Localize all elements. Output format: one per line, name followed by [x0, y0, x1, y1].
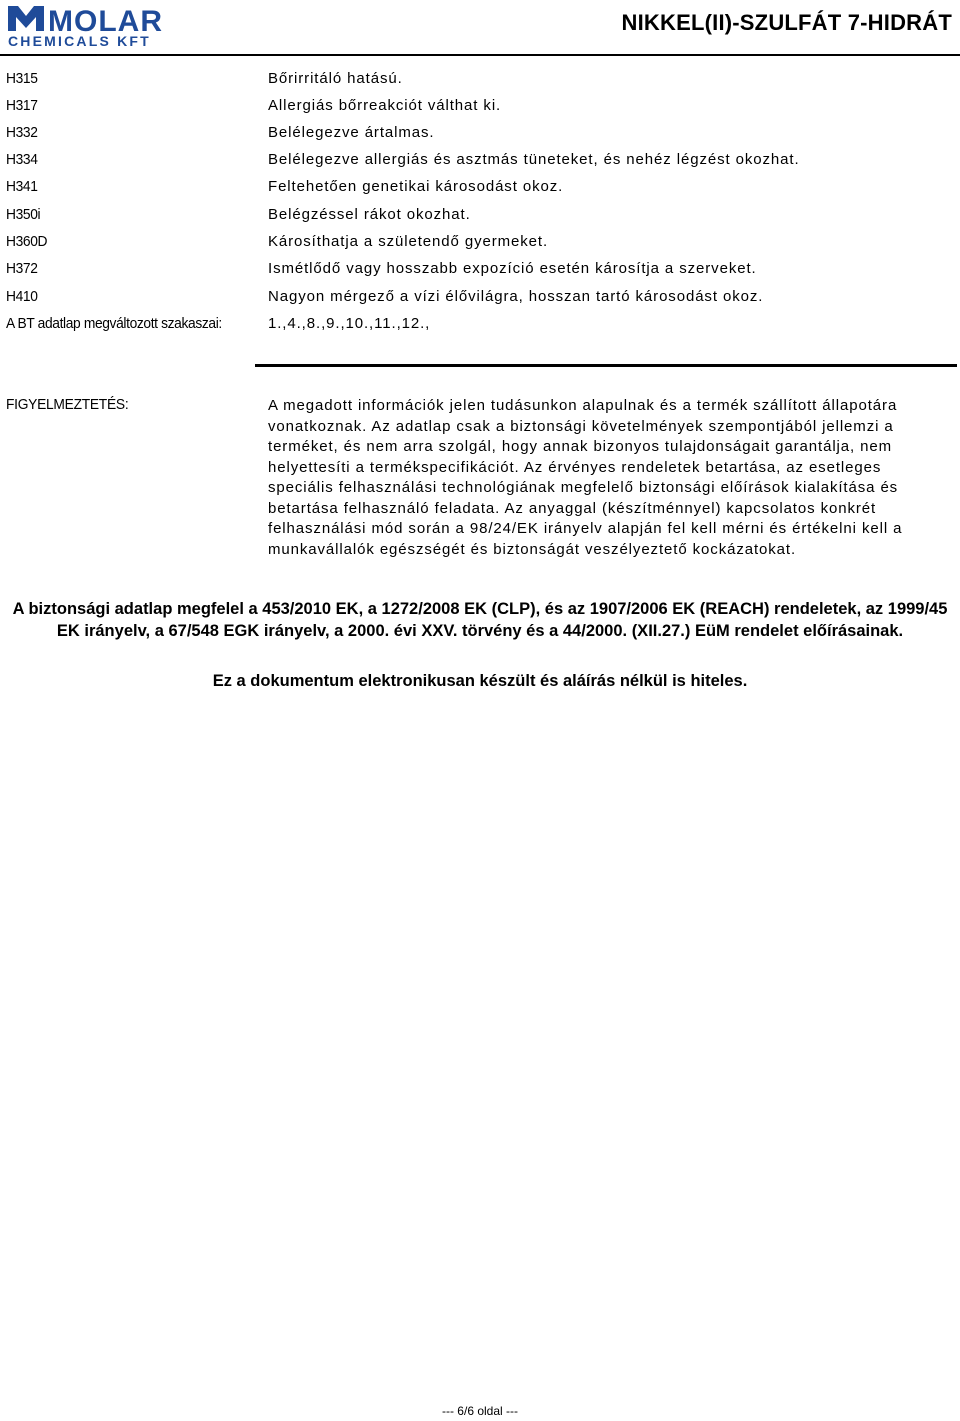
- hazard-row: [6, 257, 946, 281]
- hazard-row: [6, 285, 946, 309]
- hazard-code: H317: [6, 97, 38, 114]
- logo-subtitle: CHEMICALS KFT: [8, 33, 151, 48]
- document-title: NIKKEL(II)-SZULFÁT 7-HIDRÁT: [621, 10, 952, 35]
- logo-wordmark: MOLAR: [48, 5, 163, 38]
- hazard-statement: Feltehetően genetikai károsodást okoz.: [268, 178, 564, 195]
- hazard-row: [6, 67, 946, 91]
- changed-sections-label: A BT adatlap megváltozott szakaszai:: [6, 315, 222, 332]
- hazard-row: [6, 94, 946, 118]
- hazard-row: [6, 121, 946, 145]
- hazard-statement: Belélegezve allergiás és asztmás tüneteket, és nehéz légzést okozhat.: [268, 151, 800, 168]
- changed-sections-row: [6, 312, 946, 336]
- warning-text: A megadott információk jelen tudásunkon alapulnak és a termék szállított állapotára vonatkoznak. Az adatlap csak a biztonsági követelmények szempontjából jellemzi a terméket, és nem arra szolgál, hogy annak bizonyos tulajdonságait garantálja, nem helyettesíti a termékspecifikációt. Az érvényes rendeletek betartása, az esetleges speciális felhasználási technológiának megfelelő biztonsági előírások kialakítása és betartása felhasználó feladata. Az anyaggal (készítménnyel) kapcsolatos konkrét felhasználási mód során a 98/24/EK irányelv alapján fel kell mérni és értékelni kell a munkavállalók egészségét és biztonságát veszélyeztető kockázatokat.: [268, 397, 903, 558]
- hazard-statement: Károsíthatja a születendő gyermeket.: [268, 233, 549, 250]
- hazard-row: [6, 148, 946, 172]
- hazard-code: H334: [6, 151, 38, 168]
- section-divider: [255, 364, 957, 367]
- electronic-document-note: Ez a dokumentum elektronikusan készült és aláírás nélkül is hiteles.: [212, 672, 748, 690]
- hazard-statement: Belégzéssel rákot okozhat.: [268, 206, 471, 223]
- hazard-code: H350i: [6, 206, 41, 223]
- warning-label: FIGYELMEZTETÉS:: [6, 396, 129, 413]
- hazard-statement: Bőrirritáló hatású.: [268, 70, 403, 87]
- hazard-code: H315: [6, 70, 38, 87]
- hazard-statement: Allergiás bőrreakciót válthat ki.: [268, 97, 502, 114]
- hazard-code: H360D: [6, 233, 48, 250]
- hazard-row: [6, 230, 946, 254]
- hazard-code: H341: [6, 178, 38, 195]
- hazard-code: H410: [6, 288, 38, 305]
- changed-sections-value: 1.,4.,8.,9.,10.,11.,12.,: [268, 315, 431, 332]
- header-divider: [0, 54, 960, 56]
- molar-logo: [6, 4, 226, 48]
- hazard-statement: Ismétlődő vagy hosszabb expozíció esetén károsítja a szerveket.: [268, 260, 757, 277]
- page-number: --- 6/6 oldal ---: [441, 1404, 518, 1418]
- hazard-row: [6, 203, 946, 227]
- hazard-row: [6, 175, 946, 199]
- hazard-code: H372: [6, 260, 38, 277]
- hazard-code: H332: [6, 124, 38, 141]
- hazard-statement: Nagyon mérgező a vízi élővilágra, hosszan tartó károsodást okoz.: [268, 288, 764, 305]
- regulation-compliance-text: A biztonsági adatlap megfelel a 453/2010 EK, a 1272/2008 EK (CLP), és az 1907/2006 EK (REACH) rendeletek, az 1999/45 EK irányelv, a 67/548 EGK irányelv, a 2000. évi XXV. törvény és a 44/2000. (XII.27.) EüM rendelet előírásainak.: [12, 600, 948, 640]
- hazard-statement: Belélegezve ártalmas.: [268, 124, 435, 141]
